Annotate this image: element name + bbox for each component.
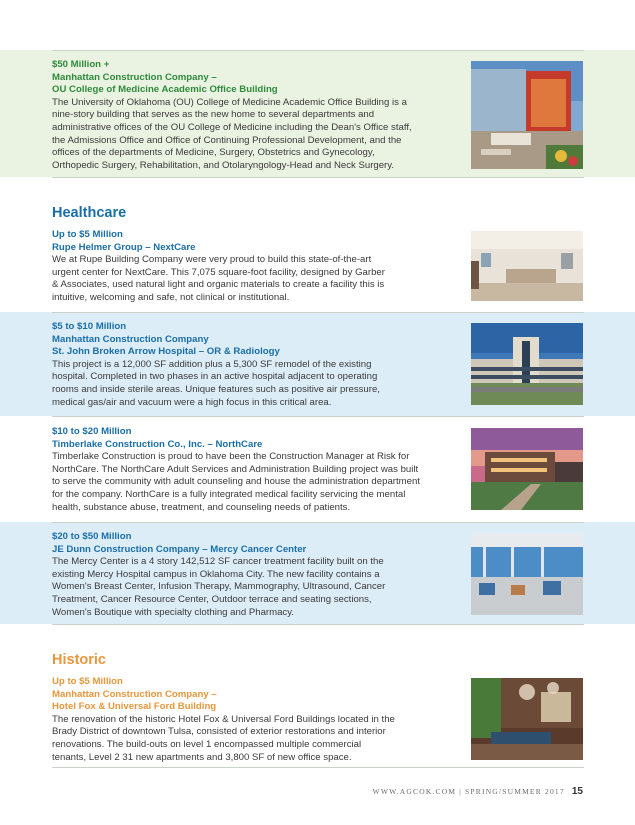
entry-description: The Mercy Center is a 4 story 142,512 SF cancer treatment facility built on the existing Mercy Hospital campus in Oklahoma City. The new facility contains a Women's Breast Center, Infusion Therapy, Mammography, Ultrasound, Cancer Treatment, Cancer Resource Center, Outdoor terrace and seating sections, Women's Boutique with specialty clothing and Pharmacy.: [52, 556, 386, 618]
entry-description: The University of Oklahoma (OU) College of Medicine Academic Office Building is a nine-story building that serves as the new home to several departments and administrative offices of the OU College of Medicine including the Dean's Office staff, the Admissions Office and Office of Continuing Professional Development, and the offices of the departments of Medicine, Surgery, Obstetrics and Gynecology, Orthopedic Surgery, Rehabilitation, and Otolaryngology-Head and Neck Surgery.: [52, 96, 412, 171]
photo-northcare-building: [471, 428, 583, 510]
footer-text: WWW.AGCOK.COM | SPRING/SUMMER 2017: [372, 787, 565, 796]
divider: [52, 50, 584, 51]
entry-description: We at Rupe Building Company were very proud to build this state-of-the-art urgent center for NextCare. This 7,075 square-foot facility, designed by Garber & Associates, used natural light and organic materials to create a facility this is intuitive, welcoming and safe, not clinical or institutional.: [52, 254, 385, 303]
entry-mercy-cancer-center: [52, 531, 387, 619]
entry-company: JE Dunn Construction Company – Mercy Cancer Center: [52, 543, 307, 555]
photo-mercy-interior: [471, 533, 583, 615]
divider: [52, 767, 584, 768]
entry-nextcare: [52, 229, 387, 305]
entry-company: Timberlake Construction Co., Inc. – NorthCare: [52, 438, 263, 450]
entry-range: Up to $5 Million: [52, 229, 123, 240]
entry-company: Manhattan Construction Company: [52, 333, 209, 345]
section-heading-healthcare: Healthcare: [52, 205, 127, 221]
entry-range: $10 to $20 Million: [52, 426, 132, 437]
entry-description: This project is a 12,000 SF addition plus a 5,300 SF remodel of the existing hospital. Completed in two phases in an active hospital adjacent to operating rooms and inside sterile areas. Unique features such as positive air pressure, medical gas/air and vacuum were a high focus in this critical area.: [52, 358, 380, 408]
divider: [52, 416, 584, 417]
entry-project: OU College of Medicine Academic Office Building: [52, 84, 278, 96]
entry-ou-college-of-medicine: [52, 59, 417, 172]
page-footer: [350, 786, 583, 797]
entry-range: $50 Million +: [52, 59, 110, 70]
entry-description: The renovation of the historic Hotel Fox & Universal Ford Buildings located in the Brady District of downtown Tulsa, consisted of exterior restorations and interior renovations. The build-outs on level 1 encompassed multiple commercial tenants, Level 2 31 new apartments and 3,800 SF of new office space.: [52, 713, 395, 763]
photo-hotel-fox-lobby: [471, 678, 583, 760]
entry-range: Up to $5 Million: [52, 676, 123, 687]
entry-st-john-broken-arrow: [52, 321, 387, 409]
entry-hotel-fox: [52, 676, 397, 764]
entry-company: Manhattan Construction Company –: [52, 688, 217, 700]
page-number: 15: [571, 786, 583, 797]
entry-northcare: [52, 426, 422, 514]
divider: [52, 624, 584, 625]
entry-description: Timberlake Construction is proud to have been the Construction Manager at Risk for NorthCare. The NorthCare Adult Services and Administration Building project was built to serve the community with adult counseling and house the administration department for the company. NorthCare is a fully integrated medical facility servicing the mental health, substance abuse, treatment, and counseling needs of patients.: [52, 451, 420, 513]
entry-project: St. John Broken Arrow Hospital – OR & Radiology: [52, 346, 280, 358]
entry-range: $5 to $10 Million: [52, 321, 127, 332]
divider: [52, 312, 584, 313]
section-heading-historic: Historic: [52, 652, 106, 668]
photo-nextcare-lobby: [471, 231, 583, 301]
divider: [52, 177, 584, 178]
entry-company: Manhattan Construction Company –: [52, 71, 217, 83]
photo-ou-courtyard: [471, 61, 583, 169]
entry-project: Hotel Fox & Universal Ford Building: [52, 701, 217, 713]
photo-st-john-hospital: [471, 323, 583, 405]
divider: [52, 522, 584, 523]
entry-company: Rupe Helmer Group – NextCare: [52, 241, 196, 253]
entry-range: $20 to $50 Million: [52, 531, 132, 542]
